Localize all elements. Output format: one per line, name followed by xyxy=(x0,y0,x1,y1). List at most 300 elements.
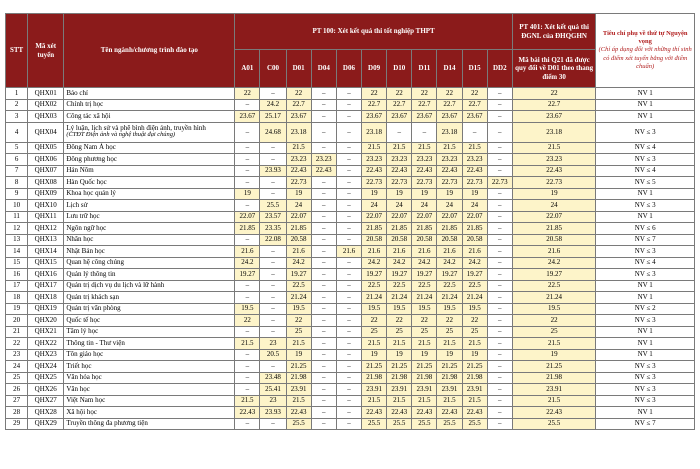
row-pt401-score: 22.43 xyxy=(512,407,595,419)
row-stt: 10 xyxy=(6,200,28,212)
criteria-note: (Chỉ áp dụng đối với những thí sinh có điểm xét tuyển bằng với điểm chuẩn) xyxy=(598,46,692,70)
score-cell-c00: 25.17 xyxy=(260,111,286,123)
score-cell-c00: – xyxy=(260,315,286,327)
header-combo-d10: D10 xyxy=(387,50,412,88)
row-pt401-score: 23.23 xyxy=(512,154,595,166)
score-cell-c00: 23 xyxy=(260,395,286,407)
score-cell-c00: – xyxy=(260,418,286,430)
score-cell-d01: 19 xyxy=(286,349,311,361)
score-cell-d11: 21.24 xyxy=(412,292,437,304)
row-stt: 27 xyxy=(6,395,28,407)
table-row xyxy=(6,418,695,430)
table-row xyxy=(6,269,695,281)
score-cell-d14: 21.24 xyxy=(437,292,462,304)
table-row xyxy=(6,142,695,154)
score-cell-d14: 22.5 xyxy=(437,280,462,292)
row-pt401-score: 22.73 xyxy=(512,177,595,189)
row-nv-criteria: NV 1 xyxy=(596,99,695,111)
score-cell-d11: 21.6 xyxy=(412,246,437,258)
score-cell-d10: 20.58 xyxy=(387,234,412,246)
score-cell-d15: 23.91 xyxy=(462,384,487,396)
score-cell-d15: 22.7 xyxy=(462,99,487,111)
table-row xyxy=(6,234,695,246)
score-cell-d09: 21.6 xyxy=(362,246,387,258)
score-cell-d04: – xyxy=(311,292,336,304)
row-stt: 20 xyxy=(6,315,28,327)
row-nv-criteria: NV ≤ 2 xyxy=(596,303,695,315)
program-name-text: Hàn Quốc học xyxy=(66,177,107,186)
score-cell-d01: 21.25 xyxy=(286,361,311,373)
score-cell-a01: 22 xyxy=(235,315,260,327)
score-cell-d06: – xyxy=(336,111,361,123)
score-cell-d15: 21.6 xyxy=(462,246,487,258)
row-stt: 26 xyxy=(6,384,28,396)
row-program-name xyxy=(64,165,235,177)
score-cell-d14: 24.2 xyxy=(437,257,462,269)
score-cell-c00: 23.93 xyxy=(260,165,286,177)
header-program-name: Tên ngành/chương trình đào tạo xyxy=(64,14,235,88)
score-cell-d15: 22.43 xyxy=(462,165,487,177)
row-program-name xyxy=(64,349,235,361)
score-cell-c00: 23 xyxy=(260,338,286,350)
score-cell-d09: 22.43 xyxy=(362,165,387,177)
score-cell-d01: 23.67 xyxy=(286,111,311,123)
row-code: QHX17 xyxy=(28,280,64,292)
score-cell-d11: 21.85 xyxy=(412,223,437,235)
score-cell-d06: – xyxy=(336,418,361,430)
score-cell-d15: 23.67 xyxy=(462,111,487,123)
score-cell-dd2: – xyxy=(487,418,512,430)
score-cell-d04: – xyxy=(311,372,336,384)
row-program-name xyxy=(64,395,235,407)
score-cell-d06: – xyxy=(336,407,361,419)
row-stt: 14 xyxy=(6,246,28,258)
score-cell-d14: 19.27 xyxy=(437,269,462,281)
row-program-name xyxy=(64,111,235,123)
score-cell-d15: 19 xyxy=(462,188,487,200)
score-cell-d14: 21.5 xyxy=(437,338,462,350)
score-cell-d04: 23.23 xyxy=(311,154,336,166)
program-name-text: Truyền thông đa phương tiện xyxy=(66,419,148,428)
row-program-name xyxy=(64,326,235,338)
score-cell-d04: – xyxy=(311,111,336,123)
score-cell-d01: 19.5 xyxy=(286,303,311,315)
row-nv-criteria: NV ≤ 5 xyxy=(596,177,695,189)
row-program-name xyxy=(64,315,235,327)
row-code: QHX13 xyxy=(28,234,64,246)
row-code: QHX23 xyxy=(28,349,64,361)
row-pt401-score: 21.24 xyxy=(512,292,595,304)
score-cell-d01: 22 xyxy=(286,315,311,327)
score-cell-d04: – xyxy=(311,211,336,223)
score-cell-d01: 23.91 xyxy=(286,384,311,396)
header-combo-c00: C00 xyxy=(260,50,286,88)
table-row xyxy=(6,326,695,338)
table-row xyxy=(6,338,695,350)
score-cell-c00: 23.35 xyxy=(260,223,286,235)
score-cell-d14: 23.18 xyxy=(437,122,462,142)
score-cell-c00: – xyxy=(260,154,286,166)
score-cell-d06: – xyxy=(336,211,361,223)
row-program-name xyxy=(64,361,235,373)
row-program-name xyxy=(64,338,235,350)
row-stt: 6 xyxy=(6,154,28,166)
program-name-text: Quan hệ công chúng xyxy=(66,258,125,267)
table-body xyxy=(6,88,695,430)
program-name-text: Việt Nam học xyxy=(66,396,106,405)
program-name-text: Công tác xã hội xyxy=(66,111,111,120)
score-cell-d01: 21.6 xyxy=(286,246,311,258)
row-code: QHX15 xyxy=(28,257,64,269)
score-cell-d15: 21.5 xyxy=(462,142,487,154)
score-cell-c00: – xyxy=(260,257,286,269)
row-code: QHX26 xyxy=(28,384,64,396)
score-cell-d14: 20.58 xyxy=(437,234,462,246)
row-nv-criteria: NV ≤ 3 xyxy=(596,361,695,373)
row-code: QHX06 xyxy=(28,154,64,166)
header-criteria xyxy=(596,14,695,88)
score-cell-d04: – xyxy=(311,384,336,396)
score-cell-d15: 21.5 xyxy=(462,395,487,407)
score-cell-d04: – xyxy=(311,326,336,338)
score-cell-a01: 22 xyxy=(235,88,260,100)
score-cell-d15: 22 xyxy=(462,88,487,100)
score-cell-d06: – xyxy=(336,122,361,142)
row-nv-criteria: NV 1 xyxy=(596,292,695,304)
score-cell-d04: 22.43 xyxy=(311,165,336,177)
row-code: QHX10 xyxy=(28,200,64,212)
score-cell-d06: – xyxy=(336,165,361,177)
score-cell-d11: 22 xyxy=(412,88,437,100)
header-combo-d01: D01 xyxy=(286,50,311,88)
score-cell-d10: 25 xyxy=(387,326,412,338)
score-cell-c00: 22.08 xyxy=(260,234,286,246)
row-nv-criteria: NV 1 xyxy=(596,407,695,419)
score-cell-a01: 19 xyxy=(235,188,260,200)
table-row xyxy=(6,361,695,373)
row-program-name xyxy=(64,292,235,304)
score-cell-d09: 23.91 xyxy=(362,384,387,396)
table-row xyxy=(6,154,695,166)
score-cell-d09: 22.43 xyxy=(362,407,387,419)
score-cell-d10: 22.73 xyxy=(387,177,412,189)
score-cell-d11: 23.23 xyxy=(412,154,437,166)
score-cell-a01: 21.85 xyxy=(235,223,260,235)
score-cell-d10: 21.5 xyxy=(387,395,412,407)
score-cell-d09: 21.85 xyxy=(362,223,387,235)
score-cell-a01: – xyxy=(235,418,260,430)
row-pt401-score: 21.5 xyxy=(512,395,595,407)
row-nv-criteria: NV ≤ 7 xyxy=(596,418,695,430)
score-cell-d09: 25 xyxy=(362,326,387,338)
score-cell-d01: 21.5 xyxy=(286,142,311,154)
row-nv-criteria: NV ≤ 3 xyxy=(596,122,695,142)
table-row xyxy=(6,99,695,111)
score-cell-d10: 22.7 xyxy=(387,99,412,111)
score-cell-d10: 19.5 xyxy=(387,303,412,315)
score-cell-d09: 23.23 xyxy=(362,154,387,166)
header-combo-dd2: DD2 xyxy=(487,50,512,88)
row-stt: 5 xyxy=(6,142,28,154)
row-pt401-score: 24 xyxy=(512,200,595,212)
score-cell-d15: 21.85 xyxy=(462,223,487,235)
score-cell-d14: 22 xyxy=(437,315,462,327)
score-cell-d09: 21.5 xyxy=(362,142,387,154)
score-cell-d04: – xyxy=(311,200,336,212)
row-code: QHX24 xyxy=(28,361,64,373)
score-cell-d11: 21.5 xyxy=(412,395,437,407)
table-row xyxy=(6,280,695,292)
table-row xyxy=(6,372,695,384)
score-cell-d11: 24.2 xyxy=(412,257,437,269)
score-cell-d11: 23.91 xyxy=(412,384,437,396)
score-cell-a01: 19.27 xyxy=(235,269,260,281)
row-nv-criteria: NV 1 xyxy=(596,326,695,338)
table-row xyxy=(6,246,695,258)
score-cell-d09: 21.5 xyxy=(362,338,387,350)
score-cell-d01: 25 xyxy=(286,326,311,338)
table-row xyxy=(6,303,695,315)
score-cell-d10: 21.6 xyxy=(387,246,412,258)
score-cell-c00: – xyxy=(260,188,286,200)
score-cell-d04: – xyxy=(311,418,336,430)
row-code: QHX22 xyxy=(28,338,64,350)
score-cell-d14: 25.5 xyxy=(437,418,462,430)
row-nv-criteria: NV ≤ 4 xyxy=(596,142,695,154)
score-cell-dd2: – xyxy=(487,338,512,350)
program-name-text: Triết học xyxy=(66,361,92,370)
score-cell-a01: – xyxy=(235,361,260,373)
row-program-name xyxy=(64,223,235,235)
header-combo-d09: D09 xyxy=(362,50,387,88)
score-cell-a01: – xyxy=(235,142,260,154)
score-cell-c00: 25.5 xyxy=(260,200,286,212)
program-name-subtitle: (CTĐT Điện ảnh và nghệ thuật đại chúng) xyxy=(66,131,176,139)
score-cell-d09: 22.5 xyxy=(362,280,387,292)
score-cell-d15: 24.2 xyxy=(462,257,487,269)
score-cell-d10: 23.91 xyxy=(387,384,412,396)
score-cell-d10: 22 xyxy=(387,88,412,100)
score-cell-a01: 19.5 xyxy=(235,303,260,315)
score-cell-d11: 22.43 xyxy=(412,165,437,177)
row-code: QHX04 xyxy=(28,122,64,142)
score-cell-a01: – xyxy=(235,384,260,396)
score-cell-d11: 25.5 xyxy=(412,418,437,430)
row-program-name xyxy=(64,372,235,384)
score-cell-d15: 24 xyxy=(462,200,487,212)
header-combo-d14: D14 xyxy=(437,50,462,88)
score-cell-d10: 23.23 xyxy=(387,154,412,166)
table-row xyxy=(6,407,695,419)
score-cell-d10: 22 xyxy=(387,315,412,327)
row-code: QHX27 xyxy=(28,395,64,407)
row-program-name xyxy=(64,303,235,315)
score-cell-d06: 21.6 xyxy=(336,246,361,258)
row-code: QHX21 xyxy=(28,326,64,338)
score-cell-d10: 21.85 xyxy=(387,223,412,235)
row-nv-criteria: NV ≤ 3 xyxy=(596,372,695,384)
score-cell-a01: – xyxy=(235,122,260,142)
row-program-name xyxy=(64,142,235,154)
score-cell-d04: – xyxy=(311,99,336,111)
score-cell-c00: – xyxy=(260,177,286,189)
score-cell-dd2: – xyxy=(487,200,512,212)
score-cell-d01: 21.85 xyxy=(286,223,311,235)
score-cell-d14: 21.5 xyxy=(437,142,462,154)
table-row xyxy=(6,177,695,189)
row-nv-criteria: NV ≤ 3 xyxy=(596,315,695,327)
score-cell-a01: – xyxy=(235,349,260,361)
score-cell-d09: 25.5 xyxy=(362,418,387,430)
score-cell-d04: – xyxy=(311,361,336,373)
row-pt401-score: 22 xyxy=(512,88,595,100)
program-name-text: Tâm lý học xyxy=(66,327,99,336)
score-cell-d14: 22.07 xyxy=(437,211,462,223)
score-cell-d14: 21.25 xyxy=(437,361,462,373)
score-cell-d11: 21.5 xyxy=(412,142,437,154)
row-program-name xyxy=(64,200,235,212)
header-combo-d04: D04 xyxy=(311,50,336,88)
score-cell-d06: – xyxy=(336,384,361,396)
row-nv-criteria: NV 1 xyxy=(596,111,695,123)
score-cell-a01: – xyxy=(235,165,260,177)
score-cell-d06: – xyxy=(336,142,361,154)
score-cell-d09: 24 xyxy=(362,200,387,212)
row-code: QHX12 xyxy=(28,223,64,235)
score-cell-d06: – xyxy=(336,349,361,361)
row-stt: 3 xyxy=(6,111,28,123)
score-cell-d01: 21.98 xyxy=(286,372,311,384)
score-cell-d09: 19 xyxy=(362,188,387,200)
score-cell-dd2: – xyxy=(487,88,512,100)
score-cell-d04: – xyxy=(311,257,336,269)
row-program-name xyxy=(64,384,235,396)
score-cell-d06: – xyxy=(336,223,361,235)
row-stt: 25 xyxy=(6,372,28,384)
admission-score-table-container xyxy=(5,13,695,430)
program-name-text: Lịch sử xyxy=(66,200,88,209)
score-cell-d09: 21.98 xyxy=(362,372,387,384)
score-cell-d14: 23.23 xyxy=(437,154,462,166)
score-cell-d04: – xyxy=(311,315,336,327)
score-cell-c00: – xyxy=(260,269,286,281)
score-cell-d15: 21.25 xyxy=(462,361,487,373)
score-cell-a01: 22.43 xyxy=(235,407,260,419)
score-cell-d01: 22.43 xyxy=(286,407,311,419)
score-cell-a01: – xyxy=(235,372,260,384)
row-code: QHX09 xyxy=(28,188,64,200)
score-cell-dd2: – xyxy=(487,122,512,142)
score-cell-d11: 21.5 xyxy=(412,338,437,350)
score-cell-c00: 20.5 xyxy=(260,349,286,361)
row-pt401-score: 21.5 xyxy=(512,142,595,154)
score-cell-d04: – xyxy=(311,142,336,154)
score-cell-d01: 25.5 xyxy=(286,418,311,430)
score-cell-d09: 19 xyxy=(362,349,387,361)
row-program-name xyxy=(64,269,235,281)
score-cell-d04: – xyxy=(311,246,336,258)
score-cell-d01: 21.5 xyxy=(286,338,311,350)
program-name-text: Chính trị học xyxy=(66,100,104,109)
score-cell-d10: 21.24 xyxy=(387,292,412,304)
score-cell-c00: – xyxy=(260,280,286,292)
table-row xyxy=(6,211,695,223)
score-cell-d14: 22.43 xyxy=(437,407,462,419)
score-cell-d09: 21.24 xyxy=(362,292,387,304)
score-cell-d06: – xyxy=(336,88,361,100)
row-program-name xyxy=(64,418,235,430)
row-pt401-score: 21.6 xyxy=(512,246,595,258)
row-code: QHX19 xyxy=(28,303,64,315)
score-cell-d14: 22.73 xyxy=(437,177,462,189)
row-program-name xyxy=(64,188,235,200)
program-name-text: Hán Nôm xyxy=(66,166,94,175)
program-name-text: Khoa học quản lý xyxy=(66,189,116,198)
score-cell-d11: 21.25 xyxy=(412,361,437,373)
score-cell-c00: 24.2 xyxy=(260,99,286,111)
score-cell-d06: – xyxy=(336,280,361,292)
row-program-name xyxy=(64,154,235,166)
row-nv-criteria: NV 1 xyxy=(596,338,695,350)
row-pt401-score: 19.5 xyxy=(512,303,595,315)
row-stt: 21 xyxy=(6,326,28,338)
score-cell-dd2: – xyxy=(487,234,512,246)
row-stt: 9 xyxy=(6,188,28,200)
row-pt401-score: 25 xyxy=(512,326,595,338)
row-pt401-score: 23.91 xyxy=(512,384,595,396)
score-cell-d15: 19.5 xyxy=(462,303,487,315)
score-cell-a01: – xyxy=(235,177,260,189)
row-program-name xyxy=(64,99,235,111)
row-program-name xyxy=(64,88,235,100)
table-row xyxy=(6,257,695,269)
row-code: QHX07 xyxy=(28,165,64,177)
program-name-text: Nhân học xyxy=(66,235,94,244)
score-cell-d15: 19.27 xyxy=(462,269,487,281)
score-cell-d10: 25.5 xyxy=(387,418,412,430)
score-cell-d15: 25 xyxy=(462,326,487,338)
score-cell-dd2: – xyxy=(487,326,512,338)
program-name-text: Quốc tế học xyxy=(66,315,101,324)
score-cell-dd2: – xyxy=(487,154,512,166)
score-cell-d10: 22.43 xyxy=(387,165,412,177)
score-cell-d14: 19 xyxy=(437,349,462,361)
score-cell-a01: – xyxy=(235,234,260,246)
score-cell-d14: 19 xyxy=(437,188,462,200)
score-cell-d11: – xyxy=(412,122,437,142)
score-cell-d06: – xyxy=(336,188,361,200)
program-name-text: Đông phương học xyxy=(66,154,117,163)
score-cell-a01: 21.6 xyxy=(235,246,260,258)
row-nv-criteria: NV ≤ 3 xyxy=(596,246,695,258)
score-cell-dd2: – xyxy=(487,142,512,154)
row-nv-criteria: NV ≤ 3 xyxy=(596,200,695,212)
score-cell-d14: 22 xyxy=(437,88,462,100)
score-cell-d04: – xyxy=(311,303,336,315)
table-row xyxy=(6,315,695,327)
row-stt: 15 xyxy=(6,257,28,269)
score-cell-a01: 23.67 xyxy=(235,111,260,123)
score-cell-dd2: – xyxy=(487,407,512,419)
score-cell-d11: 20.58 xyxy=(412,234,437,246)
score-cell-a01: 24.2 xyxy=(235,257,260,269)
score-cell-d06: – xyxy=(336,326,361,338)
program-name-text: Quản lý thông tin xyxy=(66,269,116,278)
score-cell-d09: 22.7 xyxy=(362,99,387,111)
score-cell-d09: 22 xyxy=(362,315,387,327)
score-cell-c00: – xyxy=(260,303,286,315)
score-cell-d11: 22.5 xyxy=(412,280,437,292)
